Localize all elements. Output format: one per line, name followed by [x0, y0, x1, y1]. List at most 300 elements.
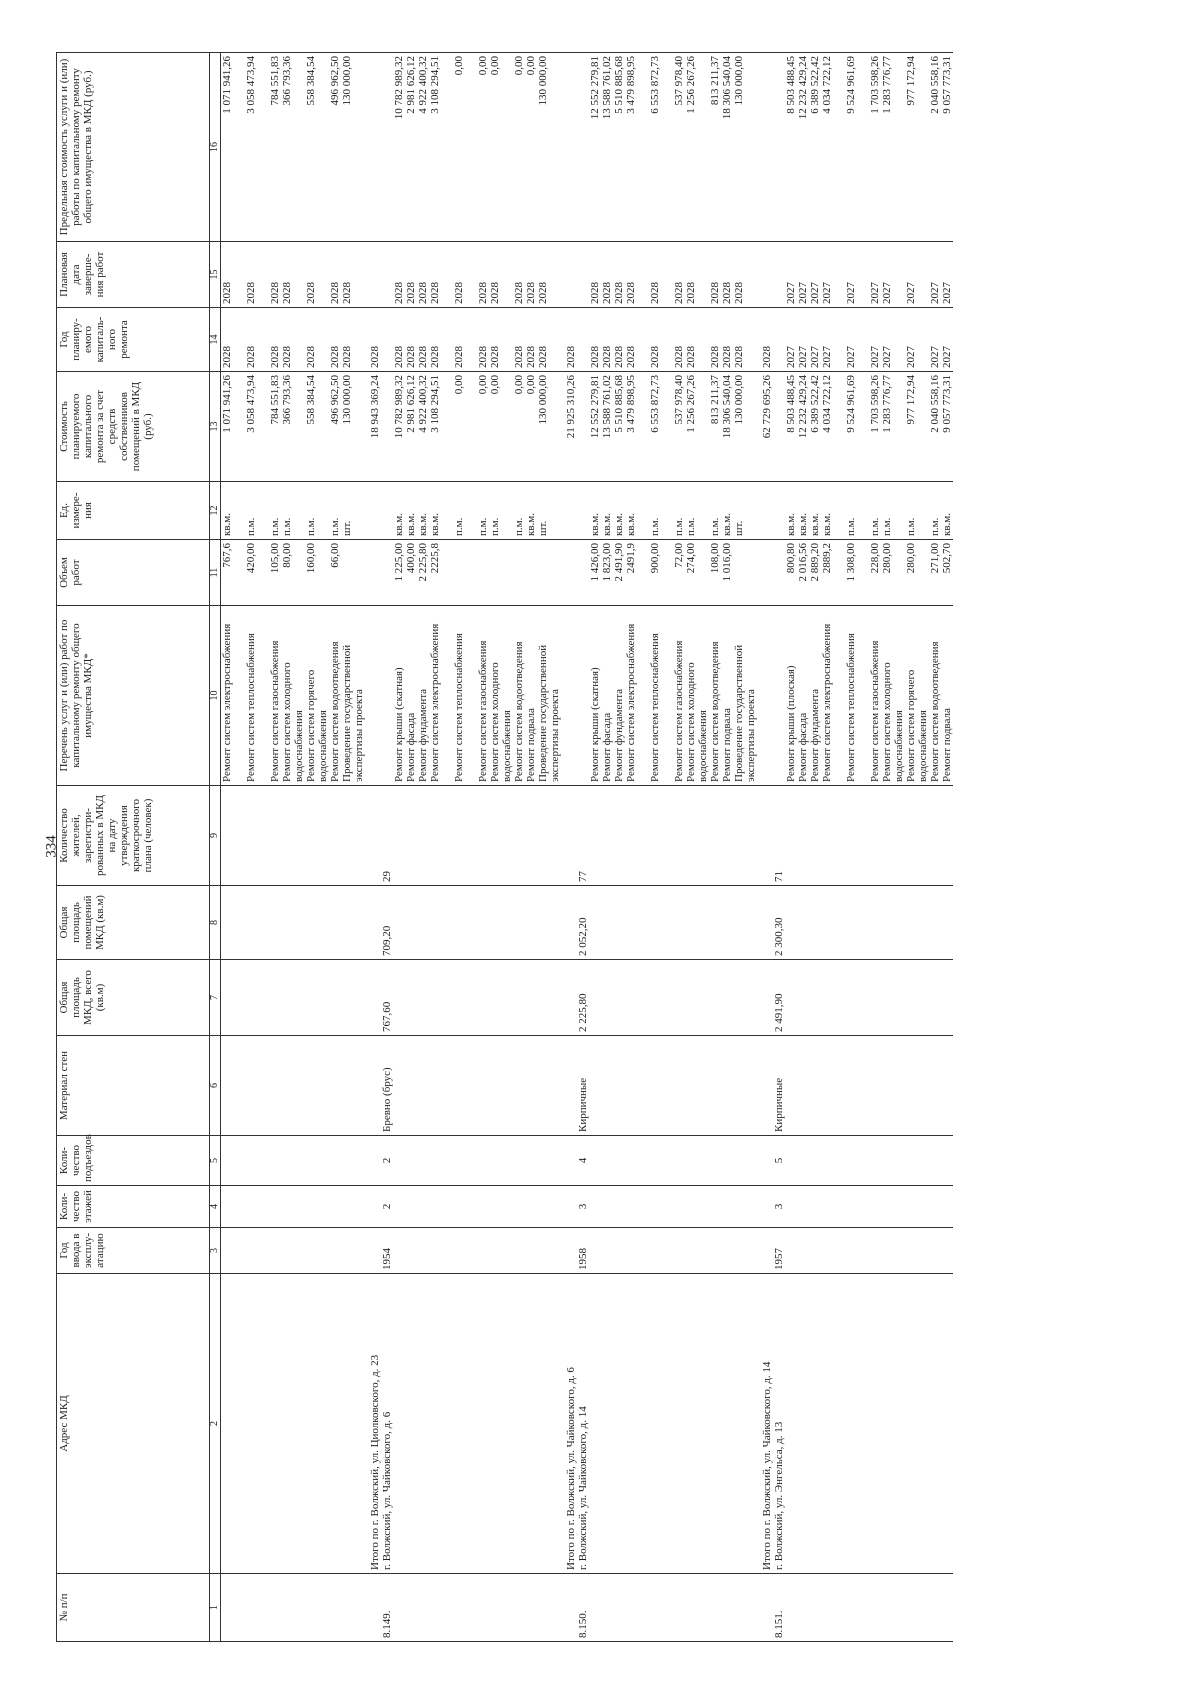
work-unit: п.м. — [673, 517, 685, 536]
work-end-date: 2028 — [269, 282, 281, 304]
work-limit-cost: 5 510 885,68 — [613, 56, 625, 114]
work-unit: п.м. — [477, 517, 489, 536]
work-unit: п.м. — [685, 517, 697, 536]
work-year: 2027 — [821, 346, 833, 368]
work-volume — [465, 543, 477, 602]
work-end-date: 2028 — [613, 282, 625, 304]
work-unit: п.м. — [269, 517, 281, 536]
work-limit-cost: 130 000,00 — [733, 56, 745, 106]
work-item: Ремонт подвала — [721, 708, 733, 782]
work-volume: 1 823,00 — [601, 543, 613, 582]
work-year: 2028 — [625, 346, 637, 368]
total-row — [561, 53, 577, 1642]
work-end-date: 2028 — [625, 282, 637, 304]
row-number: 8.150. — [577, 1610, 589, 1638]
work-limit-cost: 813 211,37 — [709, 56, 721, 106]
work-year: 2028 — [709, 346, 721, 368]
total-year: 2028 — [565, 346, 577, 368]
work-cost: 4 922 400,32 — [417, 375, 429, 433]
column-number: 1 — [210, 1574, 221, 1642]
rotated-sheet — [56, 0, 1200, 1697]
work-volume: 1 308,00 — [845, 543, 857, 582]
work-unit: п.м. — [929, 517, 941, 536]
work-volume: 2 889,20 — [809, 543, 821, 582]
premises-area: 709,20 — [381, 925, 393, 956]
work-volume: 2 016,56 — [797, 543, 809, 582]
work-cost: 537 978,40 — [673, 375, 685, 425]
work-limit-cost: 0,00 — [453, 56, 465, 76]
header-cell: Объем работ — [57, 540, 210, 606]
work-item: Ремонт крыши (плоская) — [785, 665, 797, 782]
work-year: 2027 — [785, 346, 797, 368]
column-number-row — [210, 53, 221, 1642]
work-cost: 0,00 — [513, 375, 525, 395]
work-year: 2028 — [685, 346, 697, 368]
work-year: 2028 — [525, 346, 537, 368]
work-cost: 0,00 — [489, 375, 501, 395]
work-cost: 3 058 473,94 — [245, 375, 257, 433]
work-end-date: 2027 — [785, 282, 797, 304]
work-year: 2027 — [929, 346, 941, 368]
work-limit-cost: 130 000,00 — [537, 56, 549, 106]
work-item: Ремонт систем холодного водоснабжения — [489, 662, 513, 782]
work-item: Ремонт систем водоотведения — [929, 641, 941, 782]
work-end-date: 2028 — [453, 282, 465, 304]
work-volume: 1 225,00 — [393, 543, 405, 582]
work-volume: 274,00 — [685, 543, 697, 574]
work-end-date: 2028 — [721, 282, 733, 304]
work-cost: 558 384,54 — [305, 375, 317, 425]
work-volume: 800,80 — [785, 543, 797, 574]
work-year: 2028 — [649, 346, 661, 368]
work-year: 2028 — [245, 346, 257, 368]
header-cell: Перечень услуг и (или) работ по капитальному ремонту общего имущества МКД* — [57, 606, 210, 786]
total-area: 767,60 — [381, 1001, 393, 1032]
work-limit-cost: 12 552 279,81 — [589, 56, 601, 120]
work-year: 2028 — [221, 346, 233, 368]
work-end-date: 2028 — [601, 282, 613, 304]
work-year — [661, 311, 673, 368]
total-area: 2 491,90 — [773, 993, 785, 1032]
work-cost: 12 232 429,24 — [797, 375, 809, 439]
work-item: Ремонт систем теплоснабжения — [453, 633, 465, 782]
work-item — [257, 609, 269, 782]
work-limit-cost: 0,00 — [489, 56, 501, 76]
work-cost — [257, 375, 269, 478]
work-cost — [661, 375, 673, 478]
work-cost: 784 551,83 — [269, 375, 281, 425]
work-item: Проведение государственной экспертизы проекта — [733, 644, 757, 782]
floors-count: 2 — [381, 1203, 393, 1210]
work-volume: 108,00 — [709, 543, 721, 574]
work-year: 2028 — [489, 346, 501, 368]
work-unit: кв.м. — [613, 513, 625, 536]
work-unit: кв.м. — [417, 513, 429, 536]
work-unit: шт. — [341, 520, 353, 536]
work-volume — [733, 543, 757, 602]
work-cost: 10 782 989,32 — [393, 375, 405, 439]
work-end-date: 2028 — [329, 282, 341, 304]
work-volume: 767,6 — [221, 543, 233, 568]
total-row — [365, 53, 381, 1642]
work-item: Ремонт систем холодного водоснабжения — [281, 662, 305, 782]
total-cost: 18 943 369,24 — [369, 375, 381, 439]
work-cost: 1 256 267,26 — [685, 375, 697, 433]
work-limit-cost: 784 551,83 — [269, 56, 281, 106]
work-unit: кв.м. — [589, 513, 601, 536]
work-year: 2028 — [513, 346, 525, 368]
work-year: 2028 — [417, 346, 429, 368]
house-address: г. Волжский, ул. Чайковского, д. 6 — [381, 1411, 393, 1570]
work-volume — [525, 543, 537, 602]
column-number: 11 — [210, 540, 221, 606]
header-cell: Коли- чество этажей — [57, 1186, 210, 1228]
header-cell: Общая площадь помещений МКД (кв.м) — [57, 886, 210, 960]
work-volume: 2225,8 — [429, 543, 441, 574]
work-limit-cost: 130 000,00 — [341, 56, 353, 106]
work-end-date — [857, 245, 869, 304]
work-volume: 420,00 — [245, 543, 257, 574]
work-unit: кв.м. — [525, 513, 537, 536]
house-row — [773, 53, 785, 1642]
work-year: 2028 — [393, 346, 405, 368]
floors-count: 3 — [577, 1203, 589, 1210]
work-year: 2028 — [613, 346, 625, 368]
entrances-count: 5 — [773, 1157, 785, 1164]
work-cost: 813 211,37 — [709, 375, 721, 425]
work-cost: 977 172,94 — [905, 375, 917, 425]
work-end-date: 2028 — [341, 282, 353, 304]
entrances-count: 2 — [381, 1157, 393, 1164]
work-year: 2028 — [733, 346, 745, 368]
header-cell: Общая площадь МКД, всего (кв.м) — [57, 960, 210, 1036]
work-unit — [257, 485, 269, 536]
work-unit: кв.м. — [601, 513, 613, 536]
work-item: Ремонт подвала — [525, 708, 537, 782]
year-built: 1954 — [381, 1248, 393, 1270]
work-limit-cost: 6 553 872,73 — [649, 56, 661, 114]
work-end-date: 2028 — [429, 282, 441, 304]
work-cost: 0,00 — [453, 375, 465, 395]
work-year: 2028 — [453, 346, 465, 368]
header-cell: № п/п — [57, 1574, 210, 1642]
work-end-date: 2028 — [709, 282, 721, 304]
work-limit-cost: 1 256 267,26 — [685, 56, 697, 114]
work-limit-cost: 1 283 776,77 — [881, 56, 893, 114]
work-volume — [513, 543, 525, 602]
work-limit-cost: 3 108 294,51 — [429, 56, 441, 114]
work-volume — [489, 543, 513, 602]
table-body — [221, 53, 954, 1642]
work-cost: 5 510 885,68 — [613, 375, 625, 433]
work-year: 2028 — [341, 346, 353, 368]
work-unit: п.м. — [489, 517, 501, 536]
work-item: Ремонт систем водоотведения — [709, 641, 721, 782]
work-items-row — [393, 53, 561, 1642]
work-unit: кв.м. — [821, 513, 833, 536]
work-year: 2027 — [941, 346, 953, 368]
work-unit: кв.м. — [221, 513, 233, 536]
capital-repair-table — [56, 52, 953, 1642]
work-year: 2028 — [281, 346, 293, 368]
house-address: г. Волжский, ул. Энгельса, д. 13 — [773, 1421, 785, 1570]
house-address: г. Волжский, ул. Чайковского, д. 14 — [577, 1406, 589, 1570]
work-volume: 160,00 — [305, 543, 317, 574]
work-unit: п.м. — [453, 517, 465, 536]
work-item: Ремонт систем горячего водоснабжения — [905, 669, 929, 782]
work-end-date: 2028 — [673, 282, 685, 304]
work-end-date: 2028 — [537, 282, 549, 304]
work-limit-cost: 1 703 598,26 — [869, 56, 881, 114]
work-cost: 1 703 598,26 — [869, 375, 881, 433]
work-unit: кв.м. — [429, 513, 441, 536]
work-cost: 4 034 722,12 — [821, 375, 833, 433]
work-year: 2028 — [405, 346, 417, 368]
work-year: 2028 — [269, 346, 281, 368]
work-limit-cost: 10 782 989,32 — [393, 56, 405, 120]
work-end-date: 2027 — [941, 282, 953, 304]
work-year: 2027 — [881, 346, 893, 368]
work-year — [857, 311, 869, 368]
work-items-row — [589, 53, 757, 1642]
header-cell: Предельная стоимость услуги и (или) работы по капитальному ремонту общего имущества в МКД (руб.) — [57, 53, 210, 242]
work-limit-cost: 9 524 961,69 — [845, 56, 857, 114]
work-limit-cost: 6 389 522,42 — [809, 56, 821, 114]
premises-area: 2 052,20 — [577, 917, 589, 956]
work-unit: п.м. — [881, 517, 893, 536]
year-built: 1957 — [773, 1248, 785, 1270]
work-limit-cost: 4 922 400,32 — [417, 56, 429, 114]
work-cost: 8 503 488,45 — [785, 375, 797, 433]
work-items-row — [785, 53, 953, 1642]
work-unit — [465, 485, 477, 536]
work-volume — [857, 543, 869, 602]
header-cell: Адрес МКД — [57, 1274, 210, 1574]
wall-material: Бревно (брус) — [381, 1067, 393, 1132]
work-end-date: 2028 — [281, 282, 293, 304]
work-end-date: 2028 — [417, 282, 429, 304]
work-unit: п.м. — [305, 517, 317, 536]
work-year: 2028 — [329, 346, 341, 368]
work-limit-cost: 3 058 473,94 — [245, 56, 257, 114]
header-cell: Год ввода в эксплу- атацию — [57, 1228, 210, 1274]
work-end-date: 2027 — [821, 282, 833, 304]
column-number: 2 — [210, 1274, 221, 1574]
work-item — [465, 609, 477, 782]
work-year — [465, 311, 477, 368]
work-year: 2028 — [477, 346, 489, 368]
work-item: Ремонт систем холодного водоснабжения — [685, 662, 709, 782]
work-limit-cost: 2 981 626,12 — [405, 56, 417, 114]
row-number: 8.151. — [773, 1610, 785, 1638]
house-row — [381, 53, 393, 1642]
work-item: Ремонт крыши (скатная) — [393, 667, 405, 782]
work-year: 2027 — [809, 346, 821, 368]
work-cost: 2 981 626,12 — [405, 375, 417, 433]
work-year: 2028 — [601, 346, 613, 368]
work-unit: п.м. — [245, 517, 257, 536]
work-limit-cost — [465, 56, 477, 238]
work-end-date: 2028 — [405, 282, 417, 304]
work-unit: кв.м. — [393, 513, 405, 536]
work-limit-cost: 4 034 722,12 — [821, 56, 833, 114]
work-end-date: 2028 — [221, 282, 233, 304]
total-cost: 62 729 695,26 — [761, 375, 773, 439]
work-limit-cost: 9 057 773,31 — [941, 56, 953, 114]
work-limit-cost: 0,00 — [525, 56, 537, 76]
residents-count: 29 — [381, 871, 393, 882]
work-cost — [857, 375, 869, 478]
work-unit — [661, 485, 673, 536]
work-unit: кв.м. — [941, 513, 953, 536]
work-volume: 66,00 — [329, 543, 341, 568]
work-volume — [661, 543, 673, 602]
work-end-date: 2027 — [845, 282, 857, 304]
work-item: Ремонт фасада — [797, 712, 809, 782]
work-volume: 502,70 — [941, 543, 953, 574]
column-number: 5 — [210, 1136, 221, 1186]
work-end-date — [661, 245, 673, 304]
work-volume — [453, 543, 465, 602]
work-year — [257, 311, 269, 368]
work-volume: 2 225,80 — [417, 543, 429, 582]
work-item: Ремонт систем теплоснабжения — [845, 633, 857, 782]
work-end-date — [465, 245, 477, 304]
work-end-date: 2028 — [477, 282, 489, 304]
column-number: 12 — [210, 482, 221, 540]
work-end-date: 2027 — [929, 282, 941, 304]
work-cost: 2 040 558,16 — [929, 375, 941, 433]
work-cost: 12 552 279,81 — [589, 375, 601, 439]
work-item: Ремонт систем газоснабжения — [673, 640, 685, 782]
work-end-date: 2028 — [305, 282, 317, 304]
work-limit-cost: 3 479 898,95 — [625, 56, 637, 114]
work-limit-cost: 366 793,36 — [281, 56, 293, 106]
work-volume: 271,00 — [929, 543, 941, 574]
page-number: 334 — [43, 835, 60, 858]
work-year: 2028 — [537, 346, 549, 368]
total-year: 2028 — [761, 346, 773, 368]
work-item: Ремонт систем газоснабжения — [869, 640, 881, 782]
work-year: 2027 — [845, 346, 857, 368]
column-number: 14 — [210, 308, 221, 372]
work-limit-cost: 13 588 761,02 — [601, 56, 613, 120]
work-item: Ремонт систем водоотведения — [329, 641, 341, 782]
total-label: Итого по г. Волжский, ул. Чайковского, д. 14 — [761, 1361, 773, 1570]
work-year: 2028 — [673, 346, 685, 368]
work-unit: кв.м. — [809, 513, 821, 536]
work-item: Ремонт систем электроснабжения — [429, 623, 441, 782]
work-volume: 2491,9 — [625, 543, 637, 574]
residents-count: 77 — [577, 871, 589, 882]
work-end-date: 2028 — [489, 282, 501, 304]
work-unit: п.м. — [869, 517, 881, 536]
work-limit-cost: 558 384,54 — [305, 56, 317, 106]
work-limit-cost: 0,00 — [513, 56, 525, 76]
work-item: Ремонт фундамента — [809, 688, 821, 782]
work-item: Ремонт фасада — [601, 712, 613, 782]
total-label: Итого по г. Волжский, ул. Циолковского, д. 23 — [369, 1354, 381, 1570]
column-number: 7 — [210, 960, 221, 1036]
work-cost: 1 283 776,77 — [881, 375, 893, 433]
work-item: Ремонт фундамента — [613, 688, 625, 782]
header-cell: Стоимость планируемого капитального ремонта за счет средств собственников помещений в МКД (руб.) — [57, 372, 210, 482]
premises-area: 2 300,30 — [773, 917, 785, 956]
work-item: Ремонт систем водоотведения — [513, 641, 525, 782]
work-item: Ремонт крыши (скатная) — [589, 667, 601, 782]
work-unit: кв.м. — [625, 513, 637, 536]
header-cell: Ед. измере- ния — [57, 482, 210, 540]
work-cost: 130 000,00 — [537, 375, 549, 425]
work-unit — [857, 485, 869, 536]
work-end-date: 2027 — [881, 282, 893, 304]
work-year: 2028 — [429, 346, 441, 368]
work-item: Ремонт фундамента — [417, 688, 429, 782]
wall-material: Кирпичные — [577, 1077, 589, 1132]
work-item: Ремонт подвала — [941, 708, 953, 782]
work-cost: 130 000,00 — [341, 375, 353, 425]
work-limit-cost — [661, 56, 673, 238]
column-number: 13 — [210, 372, 221, 482]
work-volume: 1 426,00 — [589, 543, 601, 582]
work-cost: 496 962,50 — [329, 375, 341, 425]
work-volume — [537, 543, 561, 602]
work-cost: 18 306 540,04 — [721, 375, 733, 439]
work-limit-cost: 2 040 558,16 — [929, 56, 941, 114]
work-unit: кв.м. — [405, 513, 417, 536]
residents-count: 71 — [773, 871, 785, 882]
work-unit: п.м. — [281, 517, 293, 536]
work-end-date: 2027 — [905, 282, 917, 304]
work-cost: 3 108 294,51 — [429, 375, 441, 433]
work-unit: шт. — [733, 520, 745, 536]
column-number: 4 — [210, 1186, 221, 1228]
work-limit-cost: 496 962,50 — [329, 56, 341, 106]
work-limit-cost: 977 172,94 — [905, 56, 917, 106]
year-built: 1958 — [577, 1248, 589, 1270]
total-row — [757, 53, 773, 1642]
work-end-date: 2028 — [589, 282, 601, 304]
work-volume: 2 491,90 — [613, 543, 625, 582]
work-cost: 130 000,00 — [733, 375, 745, 425]
work-volume: 80,00 — [281, 543, 293, 568]
work-volume: 280,00 — [881, 543, 893, 574]
work-end-date: 2028 — [513, 282, 525, 304]
header-cell: Материал стен — [57, 1036, 210, 1136]
work-cost: 6 553 872,73 — [649, 375, 661, 433]
column-number: 8 — [210, 886, 221, 960]
work-end-date: 2027 — [869, 282, 881, 304]
work-unit: п.м. — [649, 517, 661, 536]
work-volume: 2889,2 — [821, 543, 833, 574]
header-cell: Количество жителей, зарегистри- рованных в МКД на дату утверждения краткосрочного плана (человек) — [57, 786, 210, 886]
work-item — [661, 609, 673, 782]
work-items-row — [221, 53, 366, 1642]
work-volume: 105,00 — [269, 543, 281, 574]
work-volume — [341, 543, 365, 602]
work-volume: 400,00 — [405, 543, 417, 574]
work-limit-cost: 537 978,40 — [673, 56, 685, 106]
work-unit: п.м. — [845, 517, 857, 536]
work-year: 2027 — [797, 346, 809, 368]
work-item: Проведение государственной экспертизы проекта — [537, 644, 561, 782]
work-cost: 13 588 761,02 — [601, 375, 613, 439]
work-item: Ремонт систем теплоснабжения — [245, 633, 257, 782]
work-unit: п.м. — [709, 517, 721, 536]
work-limit-cost: 8 503 488,45 — [785, 56, 797, 114]
work-cost: 366 793,36 — [281, 375, 293, 425]
column-number: 16 — [210, 53, 221, 242]
